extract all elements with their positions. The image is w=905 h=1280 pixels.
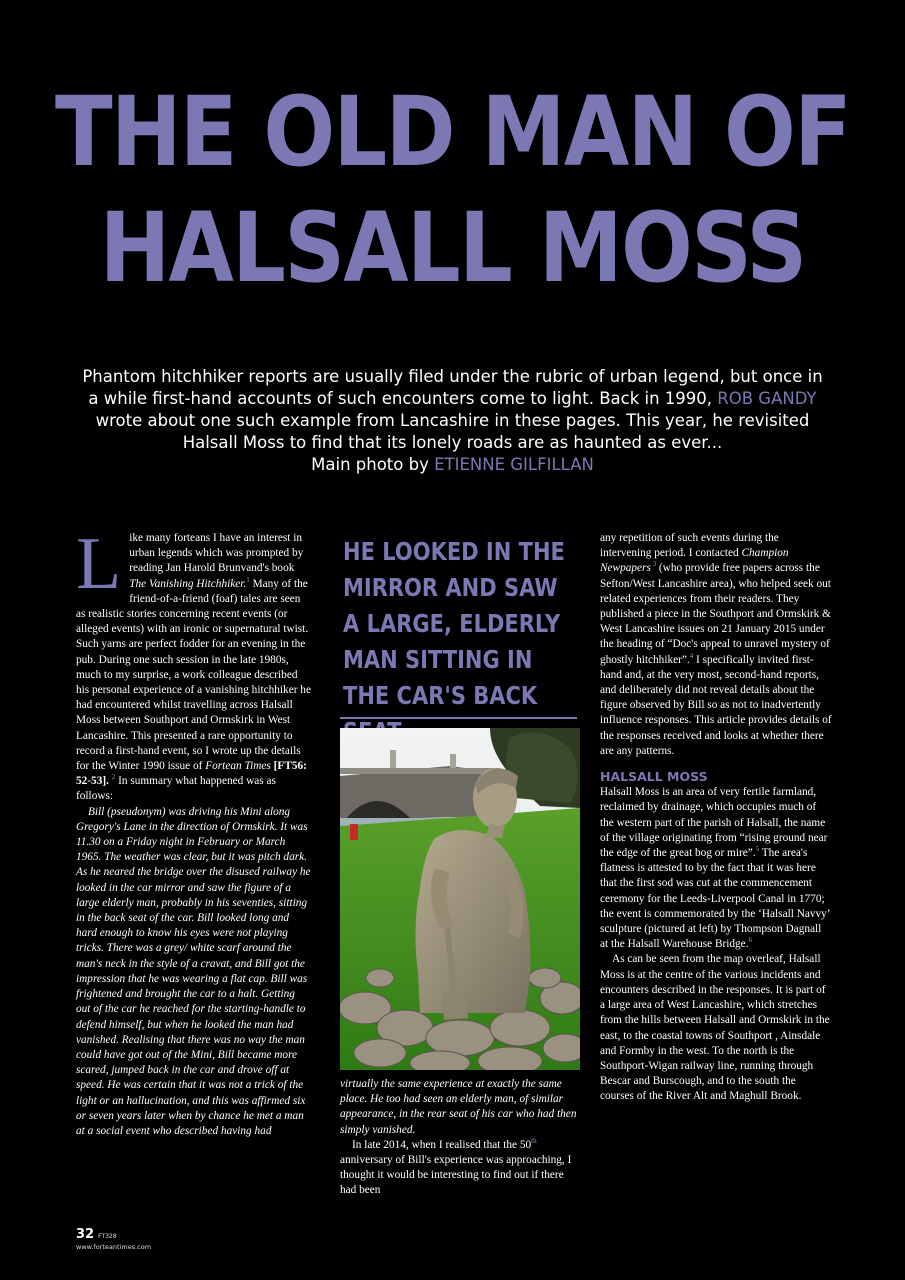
website-url: www.forteantimes.com: [76, 1243, 152, 1251]
footnote-1: 1: [246, 575, 250, 584]
pull-quote-rule: [340, 717, 577, 719]
footnote-3: 3: [650, 560, 657, 569]
title-line-1: THE OLD MAN OF: [54, 76, 851, 188]
book-title: The Vanishing Hitchhiker.: [129, 577, 247, 590]
footnote-5: 5: [755, 845, 760, 854]
magazine-title: Fortean Times: [205, 760, 271, 773]
col2-text-b: anniversary of Bill's experience was approaching, I thought it would be interesting to find out if there had been: [340, 1154, 572, 1197]
column-1: [76, 523, 312, 1139]
col1-text-a: ike many forteans I have an interest in urban legends which was prompted by reading Jan Harold Brunvand's book: [129, 532, 304, 575]
col3-text-a: any repetition of such events during the intervening period. I contacted: [600, 532, 779, 560]
ordinal-suffix: th: [531, 1137, 537, 1146]
pull-quote: HE LOOKED IN THE MIRROR AND SAW A LARGE, ELDERLY MAN SITTING IN THE CAR'S BACK: [343, 537, 565, 710]
col2-paragraph-1: virtually the same experience at exactly the same place. He too had seen an elderly man, of similar appearance, in the rear seat of his car who had then simply vanished.: [340, 1078, 577, 1136]
author-name: ROB GANDY: [717, 389, 817, 408]
standfirst: [80, 366, 825, 476]
standfirst-text-1: Phantom hitchhiker reports are usually filed under the rubric of urban legend, but once in a while first-hand accounts of such encounters come to light. Back in 1990,: [82, 367, 823, 408]
col1-text-b: Many of the friend-of-a-friend (foaf) tales are seen as realistic stories concerning recent events (or alleged events) with an ironic or supernatural twist. Such yarns are perfect fodder for an evening in the pub. During one such session in the late 1980s, much to my surprise, a work colleague described his personal experience of a vanishing hitchhiker he had encountered whilst travelling across Halsall Moss between Southport and Ormskirk in West Lancashire. This presented a rare opportunity to record a first-hand event, so I wrote up the details for the Winter 1990 issue of: [76, 577, 311, 773]
footnote-4: 4: [689, 651, 694, 660]
issue-code: FT328: [98, 1233, 117, 1240]
section-heading: HALSALL MOSS: [600, 769, 708, 785]
standfirst-text-2: wrote about one such example from Lancashire in these pages. This year, he revisited Halsall Moss to find that its lonely roads are as haunted as ever...: [95, 411, 810, 452]
col2-paragraph-2: [340, 1138, 580, 1199]
page-number-text: 32: [76, 1227, 95, 1242]
col1-paragraph-2: Bill (pseudonym) was driving his Mini along Gregory's Lane in the direction of Ormskirk. It was 11.30 on a Friday night in February or March 1965. The weather was clear, but it was pitch dark. As he neared the bridge over the disused railway he looked in the car mirror and saw the figure of a large elderly man, probably in his seventies, sitting in the back seat of the car. Bill looked long and hard enough to know his eyes were not playing tricks. There was a grey/ white scarf around the man's neck in the style of a cravat, and Bill got the impression that he was wearing a flat cap. Bill was frightened and brought the car to a halt. Getting out of the car he reached for the starting-handle to defend himself, but when he looked the man had vanished. Realising that there was no way the man could have got out of the Mini, Bill became more scared, jumped back in the car and drove off at speed. He was certain that it was not a trick of the light or an hallucination, and this was affirmed six or seven years later when by chance he met a man at a social event who described having had: [76, 805, 311, 1137]
photo-credit-label: Main photo by: [311, 455, 435, 474]
newspaper-name: Champion Newpapers: [600, 547, 789, 575]
col3-text-c: I specifically invited first-hand and, at the very most, second-hand reports, and deliberately did not reveal details about the figure observed by Bill so as not to inadvertently influence responses. This article provides details of the responses received and looks at whether there are any patterns.: [600, 653, 832, 757]
halsall-navvy-sculpture-photo: [340, 728, 580, 1070]
col3-text-e: The area's flatness is attested to by the fact that it was here that the first sod was cut at the commencement ceremony for the Leeds-Liverpool Canal in 1770; the event is commemorated by the ‘Halsall Navvy’ sculpture (pictured at left) by Thompson Dagnall at the Halsall Warehouse Bridge.: [600, 847, 830, 951]
col3-paragraph-1: [600, 531, 832, 759]
col2-text-a: In late 2014, when I realised that the 50: [352, 1138, 532, 1151]
page-number: [76, 1227, 117, 1242]
title-line-2: HALSALL MOSS: [99, 192, 806, 304]
issue-reference: [FT56: 52-53].: [76, 760, 307, 788]
drop-cap: L: [76, 523, 122, 605]
footnote-2: 2: [111, 773, 116, 782]
column-3: [600, 531, 832, 1105]
col1-paragraph-1: [76, 523, 312, 805]
col3-paragraph-2: [600, 785, 832, 952]
col3-text-d: Halsall Moss is an area of very fertile farmland, reclaimed by drainage, which occupies much of the western part of the parish of Halsall, the name of the village originating from “rising ground near the edge of the great bog or mire”.: [600, 786, 828, 860]
col1-text-c: In summary what happened was as follows:: [76, 775, 276, 803]
photographer-name: ETIENNE GILFILLAN: [434, 455, 594, 474]
column-2: [340, 1077, 580, 1199]
col3-paragraph-3: As can be seen from the map overleaf, Halsall Moss is at the centre of the various incidents and encounters described in the responses. It is part of a large area of West Lancashire, which stretches from the hills between Halsall and Ormskirk in the east, to the coastal towns of Southport , Ainsdale and Formby in the west. To the north is the Southport-Wigan railway line, running through Bescar and Burscough, and to the south the courses of the River Alt and Maghull Brook.: [600, 953, 830, 1103]
footnote-6: 6: [748, 936, 753, 945]
col3-text-b: (who provide free papers across the Sefton/West Lancashire area), who helped seek out related experiences from their readers. They published a piece in the Southport and Ormskirk & West Lancashire issues on 21 January 2015 under the heading of “Doc's appeal to unravel mystery of ghostly hitchhiker”.: [600, 562, 831, 666]
article-title: [54, 74, 850, 306]
